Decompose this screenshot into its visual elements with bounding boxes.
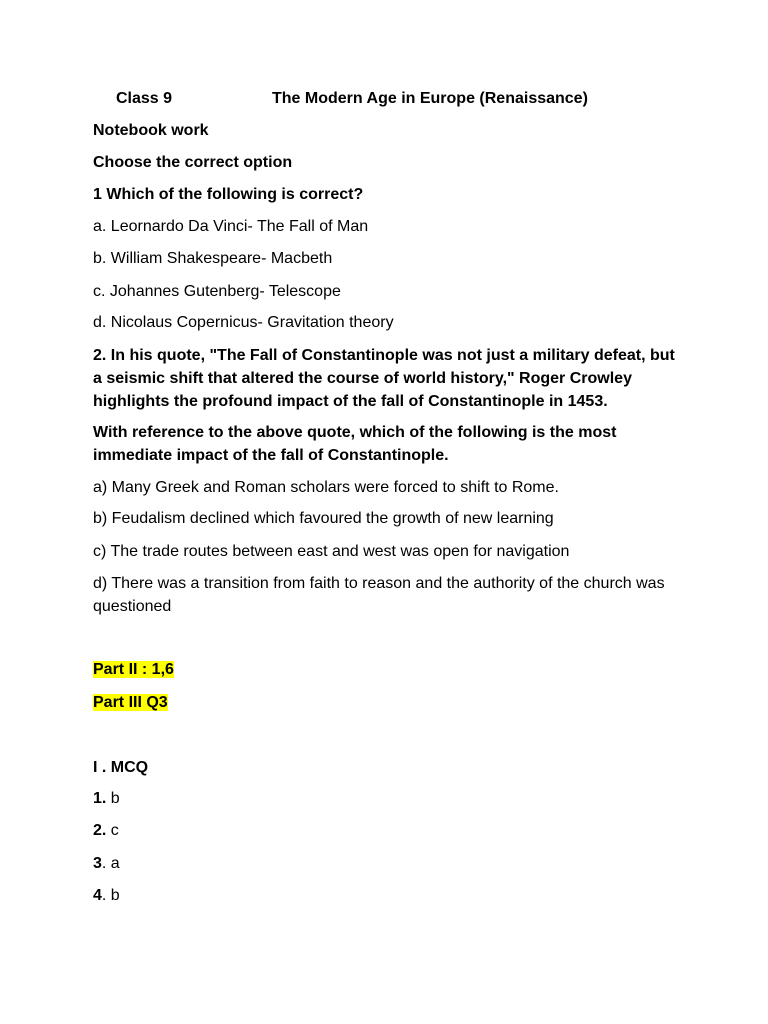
q2-option-a: a) Many Greek and Roman scholars were forced to shift to Rome. [93, 479, 559, 496]
answer-value: c [106, 822, 119, 839]
highlight-part-3-text: Part III Q3 [93, 694, 168, 711]
answer-number: 1. [93, 790, 107, 807]
highlight-part-2-text: Part II : 1,6 [93, 661, 174, 678]
q2-option-b: b) Feudalism declined which favoured the growth of new learning [93, 510, 554, 527]
mcq-answers-heading: I . MCQ [93, 759, 149, 776]
question-2-quote: 2. In his quote, "The Fall of Constantinople was not just a military defeat, but a seismic shift that altered the course of world history," Roger Crowley highlights the profound impact of the fall of Constantinople in 1453. [93, 347, 675, 410]
highlight-part-3 [93, 691, 683, 714]
answer-number: 4 [93, 887, 102, 904]
answer-item [93, 852, 683, 875]
answer-value: . b [101, 887, 120, 904]
class-label: Class 9 [116, 90, 173, 107]
answer-item [93, 884, 683, 907]
question-2-prompt: With reference to the above quote, which of the following is the most immediate impact of the fall of Constantinople. [93, 424, 617, 464]
q1-option-d: d. Nicolaus Copernicus- Gravitation theory [93, 314, 394, 331]
document-title: The Modern Age in Europe (Renaissance) [272, 90, 588, 107]
q1-option-b: b. William Shakespeare- Macbeth [93, 250, 333, 267]
notebook-work-heading: Notebook work [93, 122, 209, 139]
answer-item [93, 819, 683, 842]
answer-item [93, 787, 683, 810]
q2-option-c: c) The trade routes between east and west was open for navigation [93, 543, 570, 560]
answer-value: b [106, 790, 120, 807]
highlight-part-2 [93, 658, 683, 681]
q2-option-d: d) There was a transition from faith to reason and the authority of the church was questioned [93, 575, 665, 615]
answer-number: 3 [93, 855, 102, 872]
answer-number: 2. [93, 822, 107, 839]
instruction-text: Choose the correct option [93, 154, 293, 171]
answer-value: . a [101, 855, 120, 872]
q1-option-c: c. Johannes Gutenberg- Telescope [93, 283, 341, 300]
q1-option-a: a. Leornardo Da Vinci- The Fall of Man [93, 218, 369, 235]
question-1: 1 Which of the following is correct? [93, 186, 364, 203]
